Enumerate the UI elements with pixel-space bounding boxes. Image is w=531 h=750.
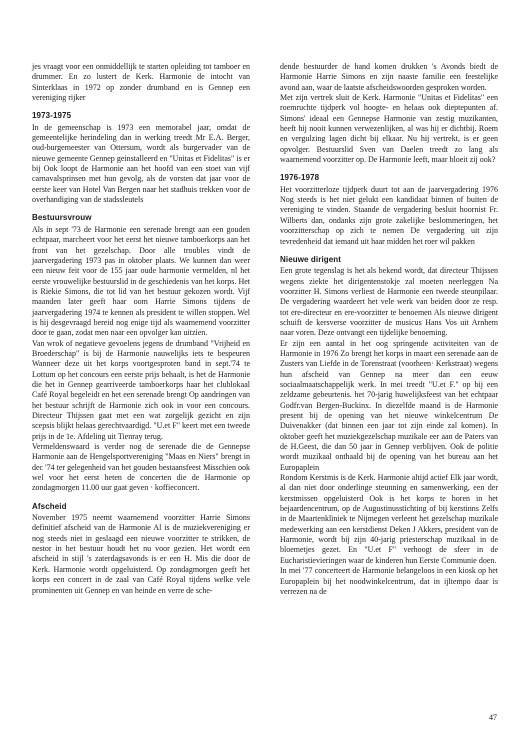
- body-paragraph: dende bestuurder de hand komen drukken 's Avonds biedt de Harmonie Harrie Simons en zijn naaste familie een feestelijke avond aan, waar de laatste afscheidswoorden gesproken worden.: [280, 62, 498, 92]
- body-paragraph: Een grote tegenslag is het als bekend wordt, dat directeur Thijssen wegens ziekte het dirigentenstokje zal moeten neerleggen Na voorzitter H. Simons verliest de Harmonie een tweede steunpilaar. De vergadering waardeert het vele werk van beiden door ze resp. tot ere-directeur en ere-voorzitter te benoemen Als nieuwe dirigent schuift de kersverse voorzitter de musicus Hans Vos uit Arnhem naar voren. Deze ontvangt een tijdelijke benoeming.: [280, 266, 498, 338]
- body-paragraph: Het voorzitterloze tijdperk duurt tot aan de jaarvergadering 1976 Nog steeds is het niet gelukt een kandidaat binnen of buiten de vereniging te vinden. Staande de vergadering besluit hoornist Fr. Wilberts dan, ondanks zijn grote zakelijke beslommeringen, het voorzitterschap op zich te nemen De vergadering uit zijn tevredenheid dat iemand uit haar midden het roer wil pakken: [280, 184, 498, 246]
- left-column: [32, 62, 250, 596]
- body-paragraph: jes vraagt voor een onmiddellijk te starten opleiding tot tamboer en drummer. En zo lustert de Kerk. Harmonie de intocht van Sinterklaas in 1972 op zonder drumband en is Gennep een vereniging rijker: [32, 62, 250, 103]
- body-paragraph: In mei '77 concerteert de Harmonie belangeloos in een kiosk op het Europaplein bij het noodwinkelcentrum, dat in ijltempo daar is verrezen na de: [280, 566, 498, 596]
- section-heading: 1973-1975: [32, 111, 72, 121]
- body-paragraph: Van wrok of negatieve gevoelens jegens de drumband "Vrijheid en Broederschap" is bij de Harmonie nauwelijks iets te bespeuren Wanneer deze uit het korps voortgesproten band in sept.'74 te Lottum op het concours een eerste prijs behaalt, is het de Harmonie die het in Gennep gearriveerde tamboerkorps haar het clublokaal Café Royal begeleidt en het een serenade brengt Op aandringen van het bestuur schrijft de Harmonie zich ook in voor een concours. Directeur Thijssen gaat met een wat zorgelijk gezicht en zijn scepsis blijkt helaas gerechtvaardigd. "U.et F" keert met een tweede prijs in de 1e. Afdeling uit Tienray terug.: [32, 338, 250, 441]
- page-number: 47: [489, 713, 497, 722]
- section-heading: 1976-1978: [280, 173, 320, 183]
- body-paragraph: Vermeldenswaard is verder nog de serenade die de Gennepse Harmonie aan de Hengelsportvereniging "Maas en Niers" brengt in dec '74 ter gelegenheid van het gouden bestaansfeest Misschien ook wel voor het eerst heten de concerten die de Harmonie op zondagmorgen 11.00 uur gaat geven · koffieconcert.: [32, 442, 250, 493]
- body-paragraph: Met zijn vertrek sluit de Kerk. Harmonie "Unitas et Fidelitas" een roemruchte tijdperk vol hoogte- en helaas ook dieptepunten af. Simons' ideaal een Gennepse Harmonie van zestig muzikanten, heeft hij nooit kunnen verwezenlijken, al was hij er dichtbij. Roem en vergulzing lagen dicht bij elkaar. Nu hij vertrekt, is er geen opvolger. Bestuurslid Sven van Daelen treedt zo lang als waarnemend voorzitter op. De Harmonie leeft, maar bloeit zij ook?: [280, 93, 498, 165]
- body-paragraph: Als in sept '73 de Harmonie een serenade brengt aan een gouden echtpaar, marcheert voor het eerst het nieuwe tamboerkorps aan het front van het gezelschap. Door alle troubles vindt de jaarvergadering 1973 pas in oktober plaats. We kunnen dan weer een nieuw feit voor de 155 jaar oude harmonie vermelden, nl het eerste vrouwelijke bestuurslid in de geschiedenis van het korps. Het is Riekie Simons, die tot lid van het bestuur gekozen wordt. Vijf maanden later geeft haar oom Harrie Simons tijdens de jaarvergadering 1974 te kennen als president te willen stoppen. Wel is hij desgevraagd bereid nog enige tijd als waarnemend voorzitter door te gaan, zodat men naar een opvolger kan uitzien.: [32, 224, 250, 338]
- body-paragraph: In de gemeenschap is 1973 een memorabel jaar, omdat de gemeentelijke herindeling dan in werking treedt Mr E.A. Berger, oud-burgemeester van Ottersum, wordt als burgervader van de nieuwe gemeente Gennep geinstalleerd en "Unitas et Fidelitas" is er bij Ook loopt de Harmonie aan het hoofd van een stoet van vijf carnavalsprinsen met hun gevolg, als de vorsten dat jaar voor de eerste keer van Hotel Van Bergen naar het stadhuis trekken voor de overhandiging van de stadssleutels: [32, 122, 250, 205]
- section-heading: Bestuursvrouw: [32, 213, 92, 223]
- right-column: [280, 62, 498, 597]
- section-heading: Afscheid: [32, 501, 67, 511]
- body-paragraph: November 1975 neemt waarnemend voorzitter Harrie Simons definitief afscheid van de Harmonie Al is de muziekvereniging er nog steeds niet in geslaagd een nieuwe voorzitter te strikken, de nestor in het bestuur houdt het nu voor gezien. Het wordt een afscheid in stijl 's zaterdagsavonds is er een H. Mis die door de Kerk. Harmonie wordt opgeluisterd. Op zondagmorgen geeft het korps een concert in de zaal van Café Royal tijdens welke vele prominenten uit Gennep en van heinde en verre de sche-: [32, 513, 250, 595]
- body-paragraph: Er zijn een aantal in het oog springende activiteiten van de Harmonie in 1976 Zo brengt het korps in maart een serenade aan de Zusters van Liefde in de Torenstraat (voorheen· Kerkstraat) wegens hun afscheid van Gennep na meer dan een eeuw sociaalmaatschappelijk werk. In mei treedt "U.et F." op bij een zeldzame gebeurtenis. het 70-jarig huwelijksfeest van het echtpaar Godfr.van Bergen-Buckinx. In diezelfde maand is de Harmonie present bij de opening van het nieuwe winkelcentrum De Duivenakker (dat binnen een jaar tot zijn einde zal komen). In oktober geeft het muziekgezelschap muzikale eer aan de Paters van de H.Geest, die dan 50 jaar in Gennep verblijven. Ook de politie wordt muzikaal onthaald bij de opening van het bureau aan het Europaplein: [280, 338, 498, 472]
- body-paragraph: Rondom Kerstmis is de Kerk. Harmonie altijd actief Elk jaar wordt, al dan niet door onderlinge steunning en samenwerking, een der kerstmissen opgeluisterd Ook is het korps te horen in het bejaardencentrum, op de Augustinusstichting of bij kerstinns Zelfs in de Maartenkliniek te Nijmegen verleent het gezelschap muzikale medewerking aan een kerstdienst Deken J Akkers, president van de Harmonie, wordt bij zijn 40-jarig priesterschap muzikaal in de bloemetjes gezet. En "U.et F" verhoogt de sfeer in de Eucharistievieringen waar de kinderen hun Eerste Communie doen.: [280, 473, 498, 565]
- section-heading: Nieuwe dirigent: [280, 254, 342, 264]
